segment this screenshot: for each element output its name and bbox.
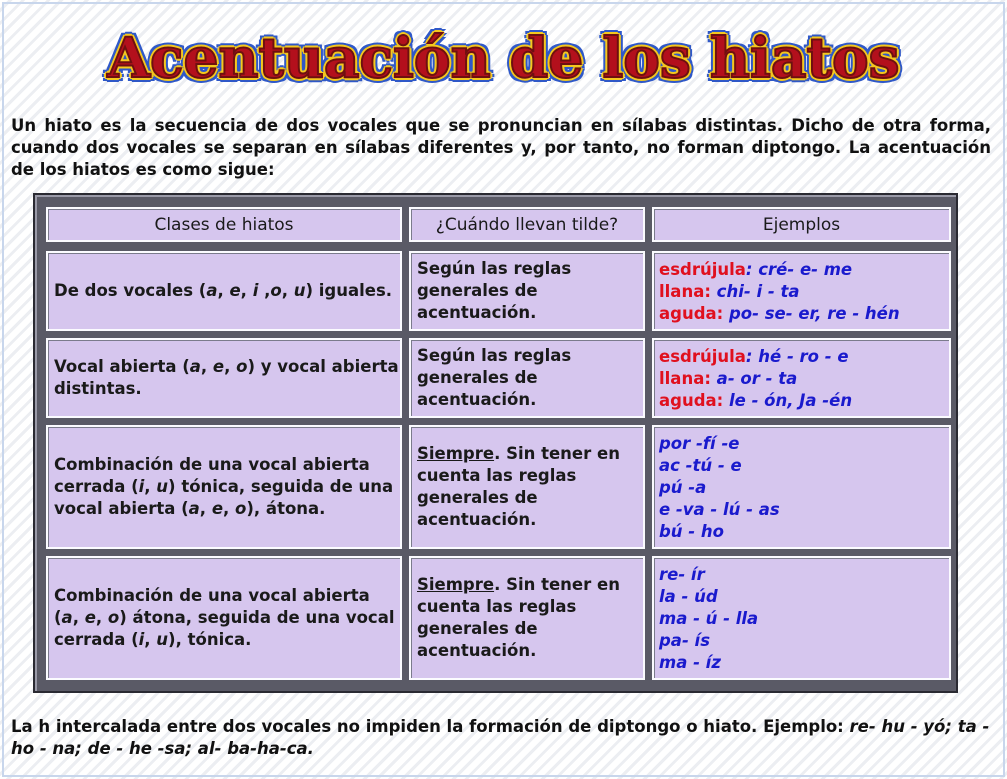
row-4-clase-text: Combinación de una vocal abierta (a, e, o) átona, seguida de una vocal cerrada (i, u), tónica. bbox=[54, 586, 395, 649]
row-3-clase-text: Combinación de una vocal abierta cerrada (i, u) tónica, seguida de una vocal abierta (a, e, o), átona. bbox=[54, 455, 394, 518]
row-3-ejemplos bbox=[652, 425, 951, 549]
example-line: re- ír bbox=[659, 565, 705, 584]
row-1-tilde bbox=[409, 251, 645, 331]
example-line: esdrújula: hé - ro - e bbox=[659, 347, 849, 366]
hiatos-table bbox=[33, 193, 958, 693]
header-clases bbox=[46, 207, 402, 242]
example-line: pa- ís bbox=[659, 631, 711, 650]
example-line: e -va - lú - as bbox=[659, 500, 780, 519]
row-3-clase bbox=[46, 425, 402, 549]
example-line: ma - ú - lla bbox=[659, 609, 759, 628]
row-1-tilde-text: Según las reglas generales de acentuación. bbox=[417, 259, 572, 322]
header-clases-label: Clases de hiatos bbox=[154, 214, 294, 235]
header-tilde bbox=[409, 207, 645, 242]
header-ejemplos bbox=[652, 207, 951, 242]
example-line: llana: a- or - ta bbox=[659, 369, 798, 388]
example-line: aguda: po- se- er, re - hén bbox=[659, 304, 900, 323]
row-2-ejemplos bbox=[652, 338, 951, 418]
example-line: bú - ho bbox=[659, 522, 724, 541]
example-line: esdrújula: cré- e- me bbox=[659, 260, 853, 279]
row-1-clase bbox=[46, 251, 402, 331]
intro-paragraph: Un hiato es la secuencia de dos vocales que se pronuncian en sílabas distintas. Dicho de otra forma, cuando dos vocales se separan en sílabas diferentes y, por tanto, no forman diptongo. La acentuación de los hiatos es como sigue: bbox=[11, 116, 991, 179]
row-2-tilde-text: Según las reglas generales de acentuación. bbox=[417, 346, 572, 409]
header-tilde-label: ¿Cuándo llevan tilde? bbox=[435, 214, 619, 235]
row-4-ejemplos bbox=[652, 556, 951, 680]
row-2-clase-text: Vocal abierta (a, e, o) y vocal abierta distintas. bbox=[54, 357, 399, 398]
row-4-tilde bbox=[409, 556, 645, 680]
footer-text: La h intercalada entre dos vocales no impiden la formación de diptongo o hiato. Ejemplo: bbox=[11, 717, 850, 736]
footer-note bbox=[11, 716, 991, 760]
footer-example: re- hu - yó; ta - ho - na; de - he -sa; al- ba-ha-ca. bbox=[11, 717, 990, 758]
row-2-tilde bbox=[409, 338, 645, 418]
row-2-clase bbox=[46, 338, 402, 418]
header-ejemplos-label: Ejemplos bbox=[762, 214, 841, 235]
example-line: aguda: le - ón, Ja -én bbox=[659, 391, 853, 410]
row-3-tilde-text: Siempre. Sin tener en cuenta las reglas generales de acentuación. bbox=[417, 444, 620, 529]
row-1-ejemplos bbox=[652, 251, 951, 331]
example-line: la - úd bbox=[659, 587, 718, 606]
example-line: ma - íz bbox=[659, 653, 721, 672]
example-line: por -fí -e bbox=[659, 434, 740, 453]
row-1-clase-text: De dos vocales (a, e, i ,o, u) iguales. bbox=[54, 281, 393, 300]
example-line: ac -tú - e bbox=[659, 456, 742, 475]
page-title: Acentuación de los hiatos bbox=[107, 25, 900, 90]
example-line: llana: chi- i - ta bbox=[659, 282, 800, 301]
example-line: pú -a bbox=[659, 478, 707, 497]
row-4-tilde-text: Siempre. Sin tener en cuenta las reglas generales de acentuación. bbox=[417, 575, 620, 660]
row-3-tilde bbox=[409, 425, 645, 549]
row-4-clase bbox=[46, 556, 402, 680]
